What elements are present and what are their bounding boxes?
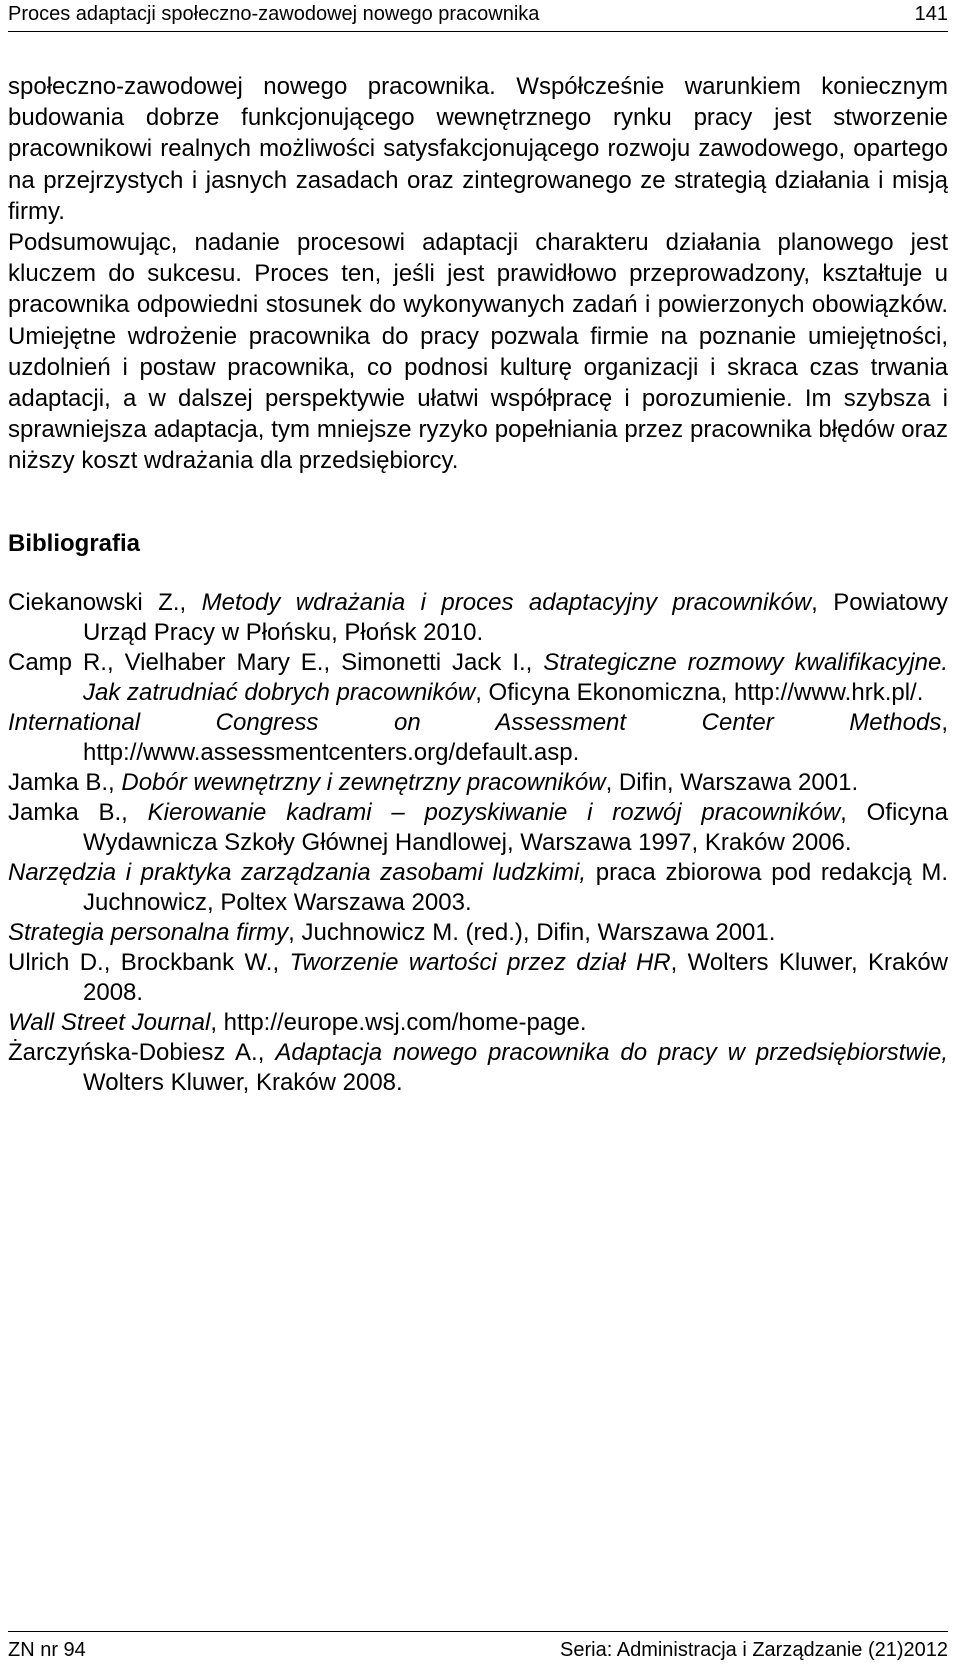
bibliography-entry bbox=[8, 1038, 948, 1098]
entry-details: , Difin, Warszawa 2001. bbox=[605, 769, 859, 796]
bibliography-entry bbox=[8, 768, 948, 798]
bibliography-entry bbox=[8, 648, 948, 708]
entry-title: International Congress on Assessment Center Methods bbox=[8, 709, 942, 736]
entry-details: , Wolters Kluwer, Kraków 2008. bbox=[83, 949, 949, 1006]
entry-details: , Powiatowy Urząd Pracy w Płońsku, Płońsk 2010. bbox=[83, 589, 948, 646]
running-header bbox=[8, 0, 948, 30]
entry-details: , http://www.assessmentcenters.org/default.asp. bbox=[83, 709, 948, 766]
running-footer bbox=[8, 1636, 948, 1666]
paragraph: społeczno-zawodowej nowego pracownika. Współcześnie warunkiem koniecznym budowania dobrze funkcjonującego wewnętrznego rynku pracy jest stworzenie pracownikowi realnych możliwości satysfakcjonującego rozwoju zawodowego, opartego na przejrzystych i jasnych zasadach oraz zintegrowanego ze strategią działania i misją firmy. bbox=[8, 73, 948, 225]
entry-authors: Camp R., Vielhaber Mary E., Simonetti Jack I., bbox=[8, 649, 544, 676]
header-rule bbox=[8, 31, 948, 32]
entry-title: Adaptacja nowego pracownika do pracy w przedsiębiorstwie, bbox=[275, 1039, 949, 1066]
entry-title: Wall Street Journal bbox=[8, 1009, 211, 1036]
entry-title: Strategia personalna firmy bbox=[8, 919, 289, 946]
entry-title: Kierowanie kadrami – pozyskiwanie i rozwój pracowników bbox=[147, 799, 841, 826]
footer-rule bbox=[8, 1631, 948, 1632]
body-text bbox=[8, 71, 948, 477]
entry-title: Metody wdrażania i proces adaptacyjny pracowników bbox=[201, 589, 812, 616]
journal-issue: ZN nr 94 bbox=[8, 1639, 86, 1661]
entry-authors: Żarczyńska-Dobiesz A., bbox=[8, 1039, 276, 1066]
page-number: 141 bbox=[914, 3, 948, 25]
entry-authors: Ulrich D., Brockbank W., bbox=[8, 949, 290, 976]
entry-details: praca zbiorowa pod redakcją M. Juchnowicz, Poltex Warszawa 2003. bbox=[83, 859, 948, 916]
entry-authors: Jamka B., bbox=[8, 769, 122, 796]
entry-title: Narzędzia i praktyka zarządzania zasobami ludzkimi, bbox=[8, 859, 587, 886]
bibliography-entry bbox=[8, 588, 948, 648]
entry-details: , Oficyna Ekonomiczna, http://www.hrk.pl/. bbox=[475, 679, 924, 706]
entry-title: Strategiczne rozmowy kwalifikacyjne. Jak zatrudniać dobrych pracowników bbox=[83, 649, 948, 706]
entry-details: , http://europe.wsj.com/home-page. bbox=[210, 1009, 587, 1036]
journal-series: Seria: Administracja i Zarządzanie (21)2012 bbox=[560, 1639, 948, 1661]
bibliography-entry bbox=[8, 948, 948, 1008]
bibliography-entry bbox=[8, 1008, 948, 1038]
entry-authors: Jamka B., bbox=[8, 799, 148, 826]
entry-details: Wolters Kluwer, Kraków 2008. bbox=[83, 1069, 403, 1096]
bibliography-entry bbox=[8, 918, 948, 948]
running-title: Proces adaptacji społeczno-zawodowej nowego pracownika bbox=[8, 3, 540, 25]
entry-title: Dobór wewnętrzny i zewnętrzny pracowników bbox=[121, 769, 606, 796]
entry-title: Tworzenie wartości przez dział HR bbox=[289, 949, 671, 976]
entry-details: , Juchnowicz M. (red.), Difin, Warszawa 2001. bbox=[288, 919, 776, 946]
bibliography-entry bbox=[8, 708, 948, 768]
bibliography-heading: Bibliografia bbox=[8, 530, 141, 557]
bibliography-list bbox=[8, 588, 948, 1098]
bibliography-entry bbox=[8, 858, 948, 918]
bibliography-entry bbox=[8, 798, 948, 858]
entry-authors: Ciekanowski Z., bbox=[8, 589, 202, 616]
paragraph: Podsumowując, nadanie procesowi adaptacji charakteru działania planowego jest kluczem do sukcesu. Proces ten, jeśli jest prawidłowo przeprowadzony, kształtuje u pracownika odpowiedni stosunek do wykonywanych zadań i powierzonych obowiązków. Umiejętne wdrożenie pracownika do pracy pozwala firmie na poznanie umiejętności, uzdolnień i postaw pracownika, co podnosi kulturę organizacji i skraca czas trwania adaptacji, a w dalszej perspektywie ułatwi współpracę i porozumienie. Im szybsza i sprawniejsza adaptacja, tym mniejsze ryzyko popełniania przez pracownika błędów oraz niższy koszt wdrażania dla przedsiębiorcy. bbox=[8, 229, 948, 475]
entry-details: , Oficyna Wydawnicza Szkoły Głównej Handlowej, Warszawa 1997, Kraków 2006. bbox=[83, 799, 949, 856]
